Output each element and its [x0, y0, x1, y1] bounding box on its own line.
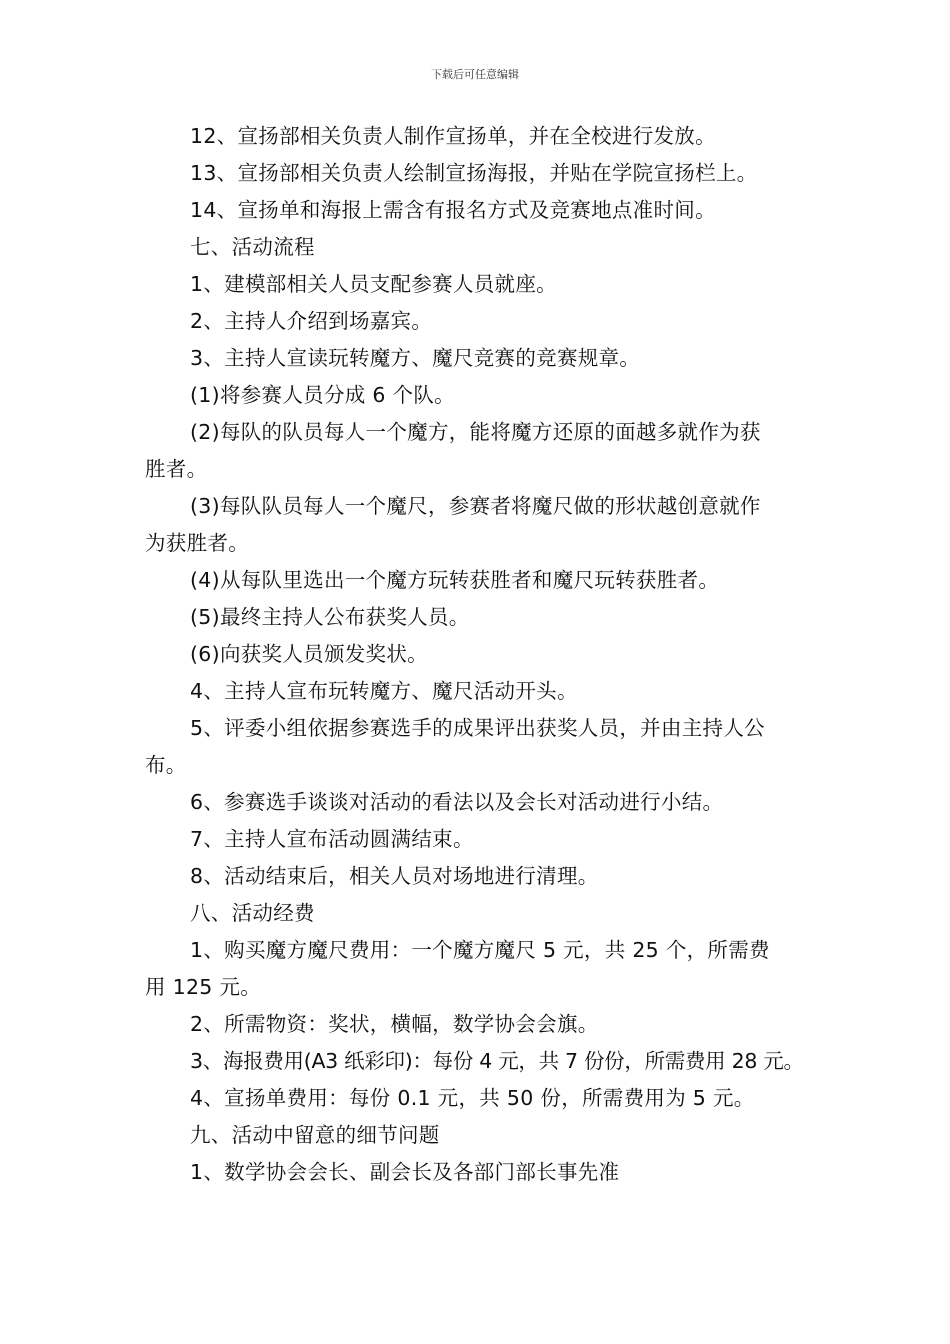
paragraph-line: 1、购买魔方魔尺费用：一个魔方魔尺 5 元，共 25 个，所需费 — [190, 938, 770, 962]
paragraph-line: 13、宣扬部相关负责人绘制宣扬海报，并贴在学院宣扬栏上。 — [190, 161, 758, 185]
paragraph-line: (3)每队队员每人一个魔尺，参赛者将魔尺做的形状越创意就作 — [190, 494, 761, 518]
paragraph-line: 用 125 元。 — [145, 975, 262, 999]
paragraph-line: 7、主持人宣布活动圆满结束。 — [190, 827, 474, 851]
paragraph-line: 4、宣扬单费用：每份 0.1 元，共 50 份，所需费用为 5 元。 — [190, 1086, 755, 1110]
paragraph-line: 1、数学协会会长、副会长及各部门部长事先准 — [190, 1160, 620, 1184]
paragraph-line: 3、主持人宣读玩转魔方、魔尺竞赛的竞赛规章。 — [190, 346, 641, 370]
paragraph-line: (2)每队的队员每人一个魔方，能将魔方还原的面越多就作为获 — [190, 420, 761, 444]
page-header: 下载后可任意编辑 — [431, 68, 519, 81]
paragraph-line: 3、海报费用(A3 纸彩印)：每份 4 元，共 7 份份，所需费用 28 元。 — [190, 1049, 804, 1073]
section-heading: 九、活动中留意的细节问题 — [190, 1123, 440, 1147]
paragraph-line: 1、建模部相关人员支配参赛人员就座。 — [190, 272, 557, 296]
paragraph-line: 6、参赛选手谈谈对活动的看法以及会长对活动进行小结。 — [190, 790, 724, 814]
section-heading: 八、活动经费 — [190, 901, 315, 925]
paragraph-line: 胜者。 — [145, 457, 208, 481]
paragraph-line: (4)从每队里选出一个魔方玩转获胜者和魔尺玩转获胜者。 — [190, 568, 720, 592]
section-heading: 七、活动流程 — [190, 235, 315, 259]
paragraph-line: 12、宣扬部相关负责人制作宣扬单，并在全校进行发放。 — [190, 124, 716, 148]
paragraph-line: 为获胜者。 — [145, 531, 249, 555]
paragraph-line: 布。 — [145, 753, 187, 777]
paragraph-line: 8、活动结束后，相关人员对场地进行清理。 — [190, 864, 599, 888]
paragraph-line: (5)最终主持人公布获奖人员。 — [190, 605, 470, 629]
paragraph-line: (1)将参赛人员分成 6 个队。 — [190, 383, 455, 407]
paragraph-line: 2、主持人介绍到场嘉宾。 — [190, 309, 433, 333]
paragraph-line: 5、评委小组依据参赛选手的成果评出获奖人员，并由主持人公 — [190, 716, 765, 740]
paragraph-line: (6)向获奖人员颁发奖状。 — [190, 642, 428, 666]
paragraph-line: 2、所需物资：奖状，横幅，数学协会会旗。 — [190, 1012, 599, 1036]
paragraph-line: 14、宣扬单和海报上需含有报名方式及竞赛地点准时间。 — [190, 198, 716, 222]
paragraph-line: 4、主持人宣布玩转魔方、魔尺活动开头。 — [190, 679, 578, 703]
